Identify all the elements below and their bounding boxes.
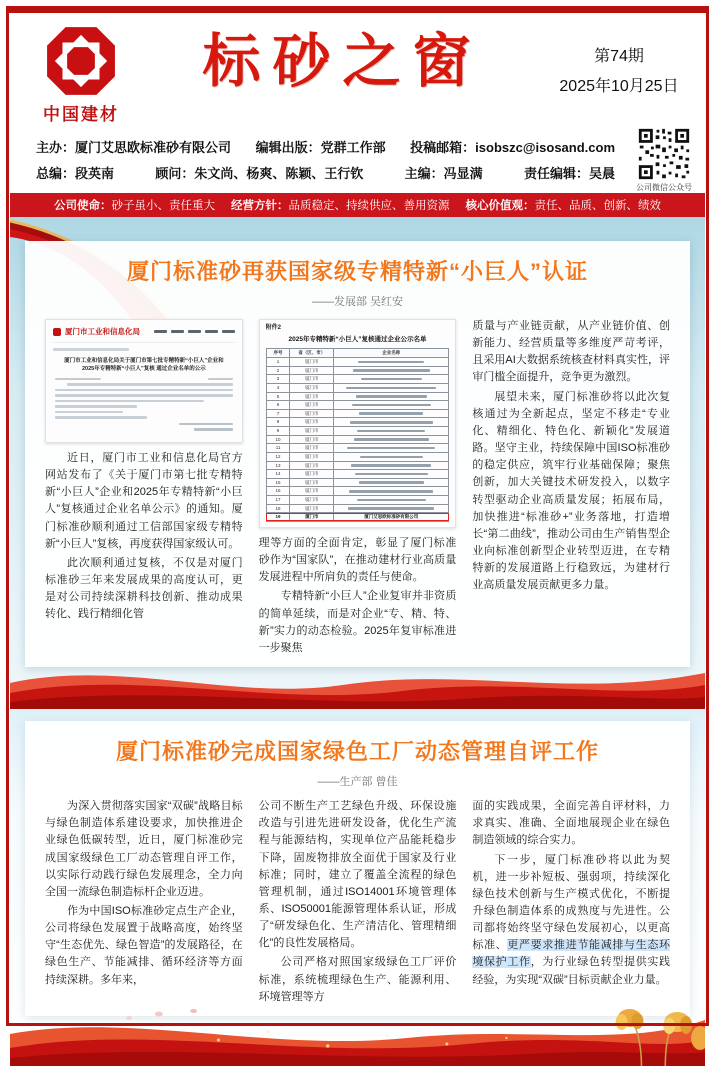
table-cell bbox=[334, 452, 449, 461]
article-paragraph bbox=[259, 798, 457, 952]
issue-date: 2025年10月25日 bbox=[559, 78, 679, 96]
paragraph-text: 质量与产业链贡献，从产业链价值、创新能力、经营质量等多维度严苛考评，且采用AI大数据系统核查材料真实性，评审门槛全面提升，竞争更为激烈。 bbox=[472, 320, 671, 384]
field-label: 责任编辑： bbox=[523, 166, 589, 181]
article-paragraph bbox=[472, 389, 670, 595]
article-paragraph bbox=[259, 535, 457, 586]
table-row bbox=[266, 478, 449, 487]
illegible-company-name-bar bbox=[354, 438, 429, 441]
field-label: 投稿邮箱： bbox=[410, 140, 476, 155]
info-item bbox=[155, 161, 363, 187]
illegible-company-name-bar bbox=[355, 473, 428, 476]
cnbm-logo-icon bbox=[44, 24, 118, 98]
table-cell bbox=[334, 392, 449, 401]
article1-col2-text bbox=[259, 535, 457, 657]
table-cell: 7 bbox=[266, 409, 290, 418]
field-label: 总编： bbox=[36, 166, 76, 181]
table-cell: 厦门市 bbox=[290, 444, 334, 453]
illegible-company-name-bar bbox=[359, 481, 424, 484]
publication-info bbox=[36, 135, 615, 187]
table-cell: 10 bbox=[266, 435, 290, 444]
red-silk-band bbox=[10, 657, 705, 709]
article2-column-3 bbox=[472, 798, 670, 1008]
article2-card bbox=[25, 721, 690, 1016]
paragraph-text: 专精特新“小巨人”企业复审并非资质的简单延续，而是对企业“专、精、特、新”实力的动态检验。2025年复审标准进一步聚焦 bbox=[258, 590, 457, 654]
table-cell: 13 bbox=[266, 461, 290, 470]
field-value: 朱文尚、杨爽、陈颖、王行钦 bbox=[194, 166, 364, 181]
paragraph-text: ，为行业绿色转型提供实践经验，为实现“双碳”目标贡献企业力量。 bbox=[472, 956, 671, 986]
table-cell: 4 bbox=[266, 383, 290, 392]
table-cell bbox=[334, 444, 449, 453]
table-cell: 厦门市 bbox=[290, 383, 334, 392]
table-row bbox=[266, 452, 449, 461]
article2-col2-text bbox=[259, 798, 457, 1006]
article1-columns bbox=[45, 318, 670, 659]
table-cell: 厦门市 bbox=[290, 470, 334, 479]
table-cell: 厦门市 bbox=[290, 392, 334, 401]
table-cell: 厦门市 bbox=[290, 452, 334, 461]
table-cell: 厦门市 bbox=[290, 409, 334, 418]
info-item bbox=[36, 161, 114, 187]
article1-column-2 bbox=[259, 318, 457, 659]
table-row bbox=[266, 427, 449, 436]
header-top-row bbox=[22, 18, 693, 125]
illegible-company-name-bar bbox=[350, 421, 433, 424]
gov-breadcrumb-placeholder bbox=[53, 348, 129, 351]
attachment-table-screenshot bbox=[259, 319, 457, 528]
highlighted-text: 更严要求推进节能减排与生态环境保护工作 bbox=[472, 939, 671, 969]
article1-byline: ——发展部 吴红安 bbox=[311, 296, 404, 308]
article2-byline: ——生产部 曾佳 bbox=[317, 776, 398, 789]
article2-column-2 bbox=[259, 798, 457, 1008]
wechat-qr-code-icon bbox=[637, 127, 691, 181]
table-cell: 厦门市 bbox=[290, 513, 334, 522]
field-value: 冯显满 bbox=[443, 166, 483, 181]
table-cell: 厦门市 bbox=[290, 366, 334, 375]
table-cell bbox=[334, 366, 449, 375]
table-cell: 16 bbox=[266, 487, 290, 496]
table-cell bbox=[334, 461, 449, 470]
table-cell: 18 bbox=[266, 504, 290, 513]
illegible-company-name-bar bbox=[349, 490, 433, 493]
table-cell: 厦门市 bbox=[290, 401, 334, 410]
table-row bbox=[266, 366, 449, 375]
paragraph-text: 公司不断生产工艺绿色升级、环保设施改造与引进先进研发设备，优化生产流程与能源结构，实现单位产品能耗稳步下降，固废物排放全面优于国家及行业标准；同时，建立了覆盖全流程的绿色管理机制，通过ISO14001环境管理体系、ISO50001能源管理体系认证，形成了“研发绿色化、生产清洁化、管理精细化”的良性发展格局。 bbox=[258, 800, 457, 950]
field-value: 段英南 bbox=[75, 166, 115, 181]
article2-column-1 bbox=[45, 798, 243, 1008]
table-cell bbox=[334, 470, 449, 479]
field-label: 主办： bbox=[36, 140, 76, 155]
field-label: 顾问： bbox=[155, 166, 195, 181]
field-value: 吴晨 bbox=[588, 166, 615, 181]
values-banner-item bbox=[231, 197, 450, 213]
article1-card bbox=[25, 241, 690, 667]
table-cell bbox=[334, 418, 449, 427]
table-cell: 14 bbox=[266, 470, 290, 479]
illegible-company-name-bar bbox=[346, 387, 436, 390]
table-cell: 17 bbox=[266, 496, 290, 505]
table-row bbox=[266, 375, 449, 384]
table-cell: 厦门市 bbox=[290, 418, 334, 427]
table-cell: 厦门市 bbox=[290, 435, 334, 444]
table-cell: 厦门市 bbox=[290, 496, 334, 505]
values-banner-item bbox=[54, 197, 215, 213]
field-label: 编辑出版： bbox=[255, 140, 321, 155]
table-row bbox=[266, 487, 449, 496]
article-paragraph bbox=[472, 798, 670, 849]
table-cell: 12 bbox=[266, 452, 290, 461]
paragraph-text: 展望未来，厦门标准砂将以此次复核通过为全新起点，坚定不移走“专业化、精细化、特色化、新颖化”发展道路。坚守主业，持续保障中国ISO标准砂的稳定供应，筑牢行业基础保障；聚焦创新，加大关键技术研发投入，以数字转型驱动企业高质量发展；拓展布局，加快推进“标准砂+”业务落地，打造增长“第二曲线”，推动公司由生产销售型企业向标准创新型企业转型迈进，在专精特新的发展道路上行稳致远，为建材行业高质量发展贡献更多力量。 bbox=[472, 390, 671, 592]
info-item bbox=[524, 161, 615, 187]
table-row bbox=[266, 435, 449, 444]
field-value: 品质稳定、持续供应、善用资源 bbox=[288, 200, 450, 212]
table-cell: 8 bbox=[266, 418, 290, 427]
table-header-row bbox=[266, 349, 449, 358]
table-header-cell: 序号 bbox=[266, 349, 290, 358]
illegible-company-name-bar bbox=[356, 395, 428, 398]
table-row bbox=[266, 409, 449, 418]
paragraph-text: 此次顺利通过复核，不仅是对厦门标准砂三年来发展成果的高度认可，更是对公司持续深耕科技创新、推动成果转化、践行精细化管 bbox=[45, 556, 243, 621]
table-cell: 厦门市 bbox=[290, 358, 334, 367]
table-cell: 厦门市 bbox=[290, 461, 334, 470]
table-cell bbox=[334, 401, 449, 410]
article-paragraph bbox=[45, 903, 243, 989]
red-gold-footer-band bbox=[10, 1008, 705, 1066]
article-paragraph bbox=[472, 318, 670, 387]
paragraph-text: 下一步，厦门标准砂将以此为契机，进一步补短板、强弱项，持续深化绿色技术创新与生产模式优化，不断提升绿色制造体系的成熟度与先进性。公司都将始终坚守绿色发展初心，以更高标准、 bbox=[472, 853, 671, 952]
article-paragraph bbox=[259, 954, 457, 1005]
table-row bbox=[266, 444, 449, 453]
table-cell: 19 bbox=[266, 513, 290, 522]
table-cell bbox=[334, 504, 449, 513]
issue-info-block bbox=[545, 18, 693, 103]
paragraph-text: 为深入贯彻落实国家“双碳”战略目标与绿色制造体系建设要求，加快推进企业绿色低碳转型，近日，厦门标准砂完成国家级绿色工厂动态管理自评工作，以实际行动践行绿色发展理念，全力向全国一流绿色制造标杆企业迈进。 bbox=[45, 800, 243, 898]
info-item bbox=[410, 135, 615, 161]
article1-title: 厦门标准砂再获国家级专精特新“小巨人”认证 bbox=[126, 259, 588, 284]
logo-text: 中国建材 bbox=[43, 105, 119, 124]
article2-col3-text bbox=[472, 798, 670, 989]
table-cell: 5 bbox=[266, 392, 290, 401]
paragraph-text: 近日，厦门市工业和信息化局官方网站发布了《关于厦门市第七批专精特新“小巨人”企业和2025年专精特新“小巨人”复核通过企业名单公示》的通知。厦门标准砂顺利通过工信部国家级专精特新“小巨人”复核，再度获得国家级认可。 bbox=[45, 452, 243, 550]
article-paragraph bbox=[472, 852, 670, 989]
illegible-company-name-bar bbox=[347, 447, 435, 450]
table-cell bbox=[334, 383, 449, 392]
table-cell: 厦门市 bbox=[290, 478, 334, 487]
table-cell bbox=[334, 478, 449, 487]
issue-number: 第74期 bbox=[594, 48, 644, 65]
table-cell: 厦门市 bbox=[290, 427, 334, 436]
table-cell: 厦门艾思欧标准砂有限公司 bbox=[334, 513, 449, 522]
table-cell: 11 bbox=[266, 444, 290, 453]
table-cell: 6 bbox=[266, 401, 290, 410]
table-cell: 3 bbox=[266, 375, 290, 384]
illegible-company-name-bar bbox=[359, 412, 423, 415]
table-cell bbox=[334, 435, 449, 444]
article2-col1-text bbox=[45, 798, 243, 989]
table-row bbox=[266, 401, 449, 410]
gov-site-name: 厦门市工业和信息化局 bbox=[65, 327, 140, 336]
table-cell: 9 bbox=[266, 427, 290, 436]
field-value: 党群工作部 bbox=[320, 140, 386, 155]
table-cell bbox=[334, 487, 449, 496]
article-paragraph bbox=[259, 588, 457, 657]
field-label: 经营方针： bbox=[231, 200, 289, 212]
newsletter-title: 标砂之窗 bbox=[202, 27, 483, 95]
article1-col3-text bbox=[472, 318, 670, 595]
info-item bbox=[405, 161, 483, 187]
table-cell bbox=[334, 409, 449, 418]
article1-column-3 bbox=[472, 318, 670, 659]
company-logo-block bbox=[22, 18, 140, 125]
illegible-company-name-bar bbox=[361, 378, 422, 381]
field-value: 砂子虽小、责任重大 bbox=[111, 200, 215, 212]
table-cell bbox=[334, 375, 449, 384]
article-paragraph bbox=[45, 798, 243, 901]
table-row bbox=[266, 461, 449, 470]
table-row bbox=[266, 392, 449, 401]
gov-website-screenshot bbox=[45, 319, 243, 443]
publication-info-row bbox=[36, 161, 615, 187]
table-cell: 厦门市 bbox=[290, 504, 334, 513]
publication-info-row bbox=[36, 135, 615, 161]
table-row bbox=[266, 513, 449, 522]
article1-col1-text bbox=[45, 450, 243, 624]
gov-signature-placeholder bbox=[55, 423, 233, 431]
paragraph-text: 面的实践成果，全面完善自评材料，力求真实、准确、全面地展现企业在绿色制造领域的综合实力。 bbox=[472, 800, 671, 847]
newsletter-page bbox=[10, 10, 705, 1022]
paragraph-text: 公司严格对照国家级绿色工厂评价标准，系统梳理绿色生产、能源利用、环境管理等方 bbox=[258, 956, 457, 1003]
field-label: 公司使命： bbox=[54, 200, 112, 212]
article2-columns bbox=[45, 798, 670, 1008]
article-paragraph bbox=[45, 450, 243, 553]
illegible-company-name-bar bbox=[357, 499, 426, 502]
gov-nav-placeholder bbox=[154, 330, 235, 333]
table-cell bbox=[334, 496, 449, 505]
article1-column-1 bbox=[45, 318, 243, 659]
table-cell: 1 bbox=[266, 358, 290, 367]
attachment-table-body bbox=[266, 358, 449, 522]
gov-body-placeholder bbox=[55, 383, 233, 419]
field-value: 厦门艾思欧标准砂有限公司 bbox=[75, 140, 232, 155]
article-paragraph bbox=[45, 555, 243, 624]
table-row bbox=[266, 418, 449, 427]
field-label: 核心价值观： bbox=[465, 200, 535, 212]
info-item bbox=[256, 135, 386, 161]
article2-title: 厦门标准砂完成国家绿色工厂动态管理自评工作 bbox=[115, 739, 599, 765]
table-row bbox=[266, 358, 449, 367]
paragraph-text: 作为中国ISO标准砂定点生产企业，公司将绿色发展置于战略高度，始终坚守“生态优先、绿色智造”的发展路径，在绿色生产、节能减排、循环经济等方面持续深耕。多年来， bbox=[45, 905, 243, 986]
values-banner-item bbox=[466, 197, 662, 213]
illegible-company-name-bar bbox=[360, 456, 423, 459]
companies-table bbox=[266, 348, 450, 522]
gov-meta-placeholder bbox=[55, 378, 233, 381]
article1-section bbox=[10, 217, 705, 709]
gov-site-header bbox=[53, 326, 235, 343]
masthead-header bbox=[10, 10, 705, 193]
illegible-company-name-bar bbox=[353, 369, 430, 372]
field-value: 责任、品质、创新、绩效 bbox=[534, 200, 661, 212]
table-cell: 厦门市 bbox=[290, 487, 334, 496]
table-cell: 2 bbox=[266, 366, 290, 375]
illegible-company-name-bar bbox=[358, 361, 424, 364]
article2-section bbox=[10, 709, 705, 1066]
table-cell bbox=[334, 358, 449, 367]
qr-caption: 公司微信公众号 bbox=[636, 183, 692, 192]
attachment-label: 附件2 bbox=[265, 325, 282, 331]
illegible-company-name-bar bbox=[351, 464, 431, 467]
table-row bbox=[266, 383, 449, 392]
table-row bbox=[266, 504, 449, 513]
field-label: 主编： bbox=[404, 166, 444, 181]
company-values-banner bbox=[10, 193, 705, 217]
wechat-qr-block bbox=[631, 127, 697, 193]
illegible-company-name-bar bbox=[348, 507, 434, 510]
illegible-company-name-bar bbox=[357, 430, 425, 433]
gov-notice-headline: 厦门市工业和信息化局关于厦门市第七批专精特新“小巨人”企业和2025年专精特新“小巨人”复核 通过企业名单的公示 bbox=[64, 357, 224, 373]
illegible-company-name-bar bbox=[352, 404, 431, 407]
attachment-title: 2025年专精特新“小巨人”复核通过企业公示名单 bbox=[288, 336, 427, 344]
table-header-cell: 企业名称 bbox=[334, 349, 449, 358]
paragraph-text: 理等方面的全面肯定，彰显了厦门标准砂作为“国家队”，在推动建材行业高质量发展进程中所肩负的责任与使命。 bbox=[258, 536, 457, 584]
table-cell: 15 bbox=[266, 478, 290, 487]
table-row bbox=[266, 496, 449, 505]
info-item bbox=[36, 135, 231, 161]
table-cell: 厦门市 bbox=[290, 375, 334, 384]
table-header-cell: 省（区、市） bbox=[290, 349, 334, 358]
gov-emblem-icon bbox=[53, 328, 61, 336]
field-value: isobszc@isosand.com bbox=[475, 140, 615, 155]
table-cell bbox=[334, 427, 449, 436]
table-row bbox=[266, 470, 449, 479]
